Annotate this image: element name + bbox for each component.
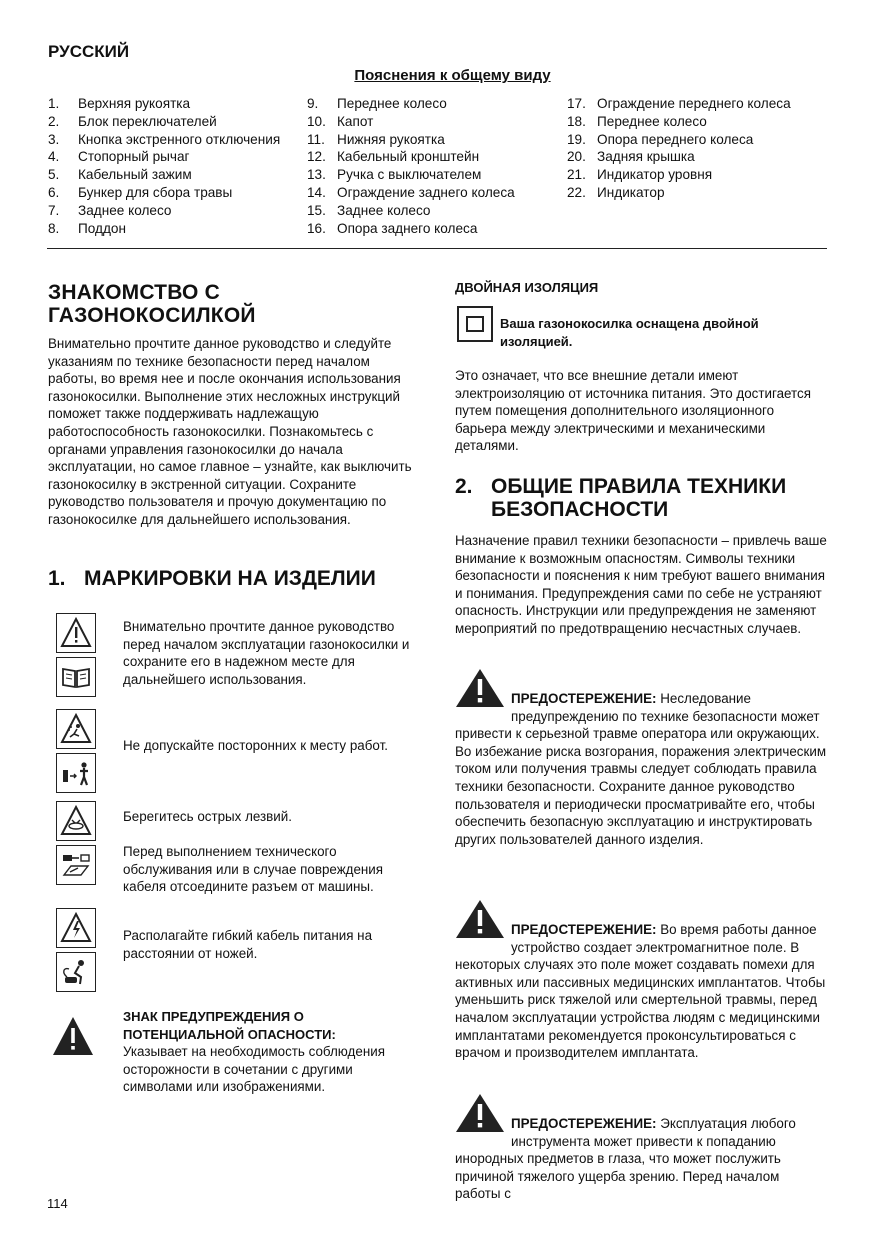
- icon-group-bystanders: [56, 709, 96, 793]
- legend-column-1: [48, 95, 280, 237]
- caution-text: Во время работы данное устройство создает электромагнитное поле. В некоторых случаях это поле может создавать помехи для активных или пассивных медицинских имплантатов. Чтобы уменьшить риск тяжелой или смертельной травмы, перед началом эксплуатации устройства людям с медицинскими имплантатами рекомендуется проконсультироваться с врачом и производителем имплантата.: [455, 922, 826, 1061]
- intro-title: [48, 281, 428, 327]
- legend-item-number: 15.: [307, 202, 326, 218]
- legend-item-label: Капот: [337, 113, 374, 129]
- open-book-icon: [56, 657, 96, 697]
- legend-title: Пояснения к общему виду: [354, 67, 551, 84]
- legend-column-3: [567, 95, 791, 202]
- legend-item: [48, 220, 280, 238]
- warning-sign-text: Указывает на необходимость соблюдения осторожности в сочетании с другими символами или изображениями.: [123, 1044, 385, 1095]
- marking-text-bystanders: Не допускайте посторонних к месту работ.: [123, 738, 388, 753]
- legend-item: [48, 166, 280, 184]
- legend-item: [307, 131, 515, 149]
- language-heading: РУССКИЙ: [48, 42, 130, 61]
- intro-body: Внимательно прочтите данное руководство и следуйте указаниям по технике безопасности перед началом работы, во время нее и после окончания использования газонокосилки. Выполнение этих несложных инструкций поможет также поддерживать надлежащую работоспособность газонокосилки. Познакомьтесь с органами управления газонокосилки до начала эксплуатации, но самое главное – узнайте, как выключить газонокосилку в экстренной ситуации. Сохраните руководство пользователя и прочую документацию по газонокосилке для дальнейшего использования.: [48, 336, 412, 527]
- marking-text-blades: Берегитесь острых лезвий.: [123, 809, 292, 824]
- legend-item: [307, 184, 515, 202]
- legend-item-number: 7.: [48, 202, 60, 218]
- safety-title-line-2: БЕЗОПАСНОСТИ: [491, 498, 669, 521]
- marking-text-unplug: Перед выполнением технического обслуживания или в случае повреждения кабеля отсоедините разъем от машины.: [123, 844, 384, 895]
- caution-block-3: [455, 1115, 827, 1203]
- safety-heading: [455, 475, 835, 521]
- legend-item-number: 16.: [307, 220, 326, 236]
- caution-triangle-icon: [455, 668, 505, 708]
- legend-item-label: Опора заднего колеса: [337, 220, 478, 236]
- legend-item-label: Опора переднего колеса: [597, 131, 754, 147]
- legend-item-label: Блок переключателей: [78, 113, 217, 129]
- caution-label: ПРЕДОСТЕРЕЖЕНИЕ:: [511, 922, 657, 937]
- legend-item-number: 3.: [48, 131, 60, 147]
- keep-distance-icon: [56, 753, 96, 793]
- safety-number: 2.: [455, 475, 473, 498]
- thrown-objects-icon: [56, 709, 96, 749]
- legend-item: [567, 184, 791, 202]
- legend-item-label: Ручка с выключателем: [337, 167, 482, 183]
- icon-group-cable: [56, 908, 96, 992]
- legend-item-number: 20.: [567, 149, 586, 165]
- caution-block-1: [455, 690, 827, 848]
- legend-item-label: Поддон: [78, 220, 126, 236]
- legend-item: [48, 131, 280, 149]
- legend-item: [307, 95, 515, 113]
- legend-item: [307, 148, 515, 166]
- legend-item: [567, 95, 791, 113]
- legend-item-number: 6.: [48, 184, 60, 200]
- safety-title: [491, 475, 786, 521]
- electric-hazard-icon: [56, 908, 96, 948]
- legend-column-2: [307, 95, 515, 237]
- warning-triangle-icon: [56, 613, 96, 653]
- legend-item-label: Стопорный рычаг: [78, 149, 190, 165]
- legend-item-number: 12.: [307, 149, 326, 165]
- legend-item-number: 5.: [48, 167, 60, 183]
- double-insulation-body: Это означает, что все внешние детали имеют электроизоляцию от источника питания. Это достигается путем помещения дополнительного изоляционного барьера между электрическими и механическими деталями.: [455, 368, 811, 454]
- legend-item-number: 19.: [567, 131, 586, 147]
- legend-item: [48, 148, 280, 166]
- legend-item-number: 11.: [307, 131, 325, 147]
- legend-item: [48, 202, 280, 220]
- legend-item: [48, 95, 280, 113]
- legend-item-label: Ограждение переднего колеса: [597, 96, 791, 111]
- marking-text-read-manual: Внимательно прочтите данное руководство перед началом эксплуатации газонокосилки и сохраните его в надежном месте для дальнейшего использования.: [123, 619, 410, 687]
- markings-heading: [48, 567, 376, 591]
- legend-item-number: 13.: [307, 167, 326, 183]
- legend-item: [307, 166, 515, 184]
- legend-item-label: Нижняя рукоятка: [337, 131, 445, 147]
- intro-title-line-1: ЗНАКОМСТВО С: [48, 281, 220, 304]
- double-insulation-title: ДВОЙНАЯ ИЗОЛЯЦИЯ: [455, 280, 599, 295]
- caution-label: ПРЕДОСТЕРЕЖЕНИЕ:: [511, 691, 657, 706]
- legend-item-number: 2.: [48, 113, 60, 129]
- legend-item-label: Индикатор: [597, 184, 665, 200]
- caution-block-2: [455, 921, 827, 1062]
- legend-item-label: Ограждение заднего колеса: [337, 184, 515, 200]
- legend-item-number: 17.: [567, 96, 586, 111]
- legend-item-label: Переднее колесо: [337, 96, 447, 111]
- legend-item: [307, 113, 515, 131]
- intro-title-line-2: ГАЗОНОКОСИЛКОЙ: [48, 304, 256, 327]
- icon-group-blades: [56, 801, 96, 885]
- double-insulation-icon: [457, 306, 493, 342]
- legend-item-number: 14.: [307, 184, 326, 200]
- caution-text: Неследование предупреждению по технике безопасности может привести к серьезной травме оператора или окружающих. Во избежание риска возгорания, поражения электрическим током или получения травмы следует соблюдать правила техники безопасности. Сохраните данное руководство пользователя и периодически просматривайте его, чтобы обеспечить безопасную эксплуатацию и инструктировать других пользователей данного изделия.: [455, 691, 827, 847]
- legend-item: [307, 202, 515, 220]
- legend-item-label: Заднее колесо: [78, 202, 172, 218]
- legend-item: [567, 131, 791, 149]
- intro-section: [48, 281, 428, 542]
- legend-item: [567, 148, 791, 166]
- danger-triangle-icon: [52, 1016, 94, 1061]
- safety-body: Назначение правил техники безопасности – привлечь ваше внимание к возможным опасностям. Символы техники безопасности и пояснения к ним требуют вашего внимания и понимания. Предупреждения сами по себе не устраняют опасность. Инструкции или предупреждения не заменяют мероприятий по предотвращению несчастных случаев.: [455, 533, 827, 636]
- legend-item-label: Задняя крышка: [597, 149, 695, 165]
- markings-title: МАРКИРОВКИ НА ИЗДЕЛИИ: [84, 567, 376, 590]
- cable-away-from-blades-icon: [56, 952, 96, 992]
- legend-item-label: Кабельный кронштейн: [337, 149, 480, 165]
- legend-item-number: 9.: [307, 96, 319, 111]
- legend-item: [567, 166, 791, 184]
- legend-item: [48, 113, 280, 131]
- icon-group-read-manual: [56, 613, 96, 697]
- legend-item-number: 8.: [48, 220, 60, 236]
- safety-title-line-1: ОБЩИЕ ПРАВИЛА ТЕХНИКИ: [491, 475, 787, 498]
- caution-label: ПРЕДОСТЕРЕЖЕНИЕ:: [511, 1116, 657, 1131]
- legend-item-label: Бункер для сбора травы: [78, 184, 233, 200]
- caution-triangle-icon: [455, 1093, 505, 1133]
- legend-item-number: 10.: [307, 113, 326, 129]
- legend-item-label: Заднее колесо: [337, 202, 431, 218]
- legend-item: [307, 220, 515, 238]
- legend-item-label: Индикатор уровня: [597, 167, 713, 183]
- legend-item-number: 18.: [567, 113, 586, 129]
- markings-number: 1.: [48, 567, 66, 590]
- unplug-maintenance-icon: [56, 845, 96, 885]
- page-number: 114: [47, 1196, 68, 1211]
- legend-item-number: 1.: [48, 96, 60, 111]
- legend-item-number: 4.: [48, 149, 60, 165]
- warning-sign-title: ЗНАК ПРЕДУПРЕЖДЕНИЯ О ПОТЕНЦИАЛЬНОЙ ОПАСНОСТИ:: [123, 1009, 336, 1042]
- legend-item-label: Кнопка экстренного отключения: [78, 131, 281, 147]
- legend-item-label: Верхняя рукоятка: [78, 96, 191, 111]
- warning-sign-description: [123, 1008, 423, 1096]
- divider: [47, 248, 827, 249]
- legend-item: [48, 184, 280, 202]
- legend-item-label: Переднее колесо: [597, 113, 707, 129]
- caution-triangle-icon: [455, 899, 505, 939]
- marking-text-cable: Располагайте гибкий кабель питания на расстоянии от ножей.: [123, 928, 373, 961]
- caution-text: Эксплуатация любого инструмента может привести к попаданию инородных предметов в глаза, что может послужить причиной тяжелого ущерба зрению. Перед началом работы с: [455, 1116, 796, 1202]
- legend-item-number: 21.: [567, 167, 586, 183]
- sharp-blade-icon: [56, 801, 96, 841]
- legend-item-number: 22.: [567, 184, 586, 200]
- double-insulation-label: Ваша газонокосилка оснащена двойной изоляцией.: [500, 316, 759, 349]
- legend-item: [567, 113, 791, 131]
- legend-item-label: Кабельный зажим: [78, 167, 192, 183]
